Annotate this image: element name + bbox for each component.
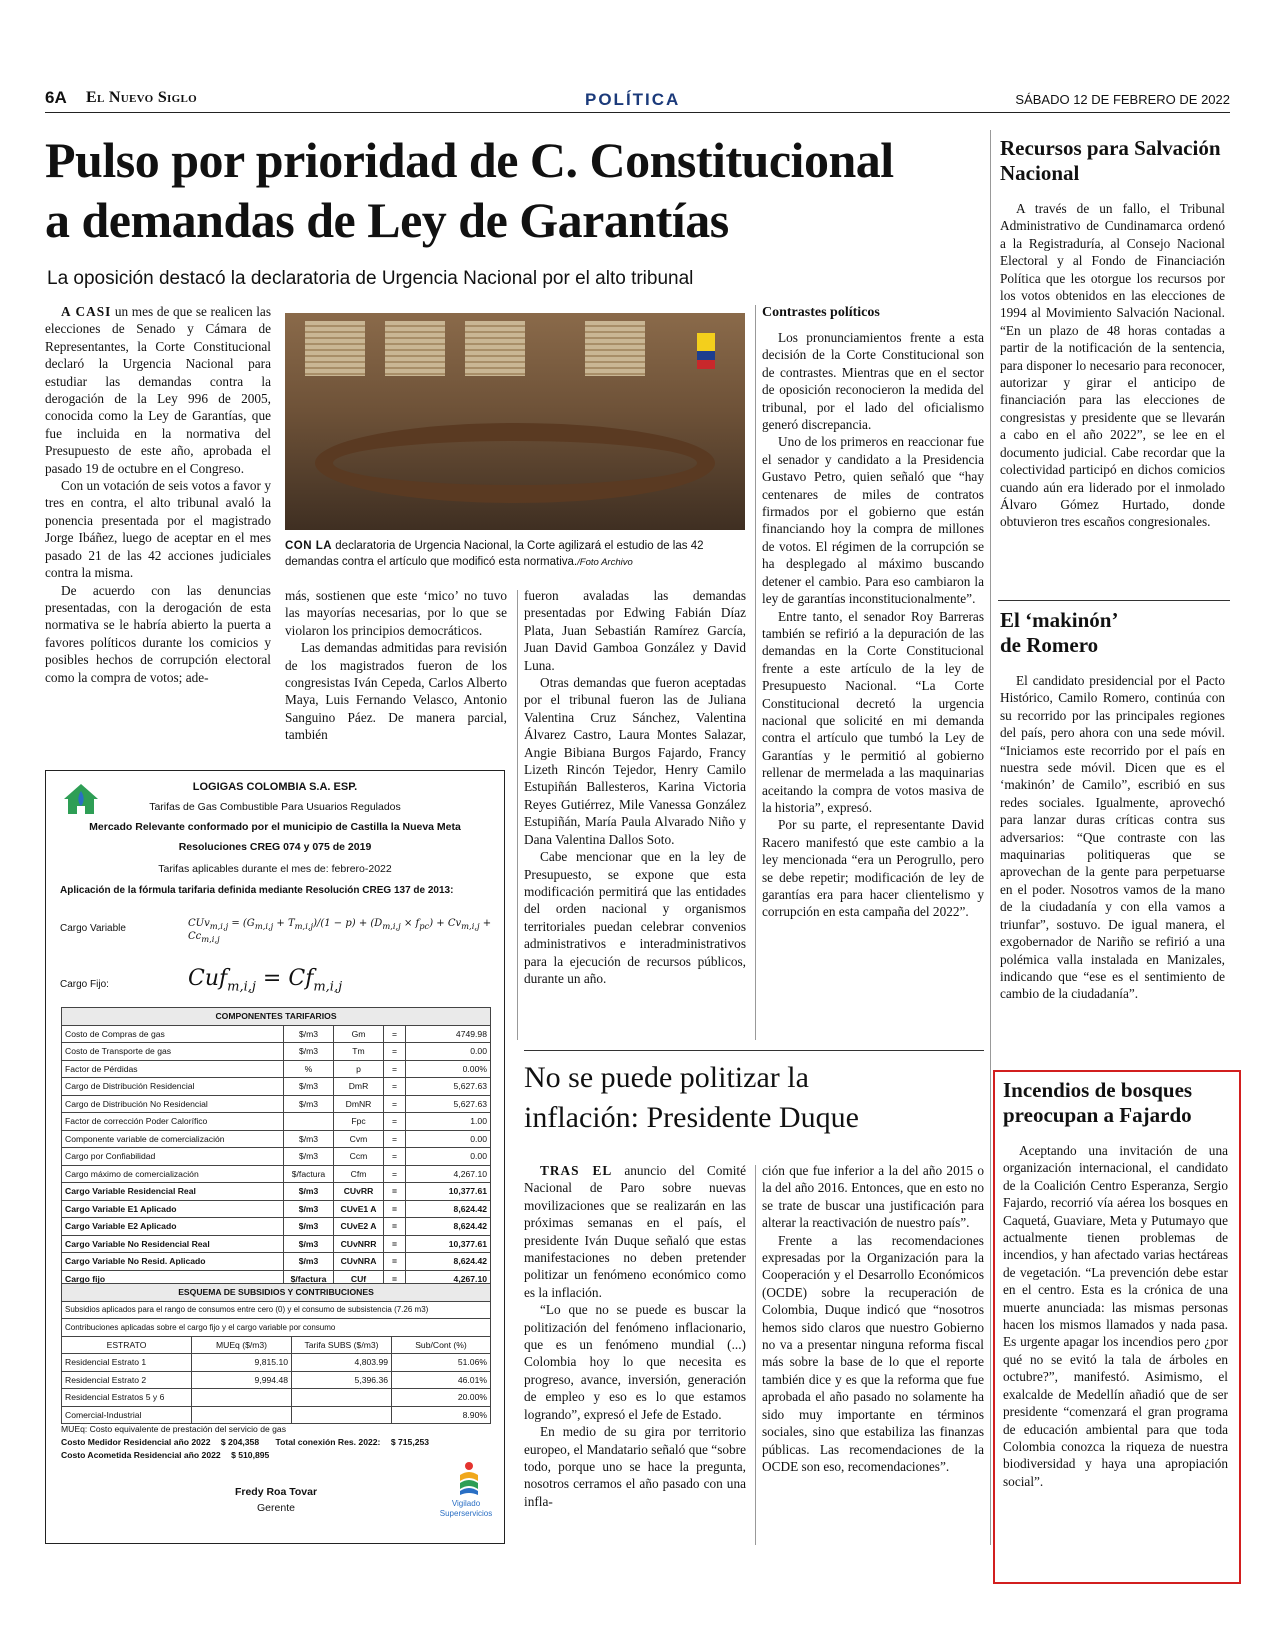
component-eq: = [384, 1270, 406, 1288]
component-row [62, 1183, 491, 1201]
ad-line3: Resoluciones CREG 074 y 075 de 2019 [178, 841, 372, 853]
component-row [62, 1043, 491, 1061]
component-unit: $/m3 [284, 1218, 334, 1236]
photo-window-blind [465, 321, 525, 376]
subsidy-estrato: Residencial Estratos 5 y 6 [62, 1389, 192, 1407]
sidebar-title-incendios: Incendios de bosques preocupan a Fajardo [1003, 1078, 1193, 1127]
main-col2-p2: Las demandas admitidas para revisión de los magistrados fueron de los congresistas Iván Cepeda, Carlos Alberto Maya, Luis Fernando Velasco, Antonio Sanguino Páez. De manera parcial, también [285, 640, 507, 743]
cargo-fijo-label: Cargo Fijo: [60, 979, 109, 990]
second-col1-p1 [524, 1162, 746, 1301]
component-sym: Fpc [334, 1113, 384, 1131]
second-col1-p1-text: anuncio del Comité Nacional de Paro sobre nuevas movilizaciones que se realizarán en las próximas semanas en el país, el presidente Iván Duque señaló que estas manifestaciones no deben pretender politizar un fenómeno económico como es la inflación. [524, 1163, 746, 1300]
ad-line4: Tarifas aplicables durante el mes de: febrero-2022 [158, 863, 392, 875]
component-row [62, 1218, 491, 1236]
acometida-row [61, 1449, 496, 1462]
subsidies-header-cell: Tarifa SUBS ($/m3) [292, 1336, 392, 1354]
component-val: 0.00% [406, 1060, 491, 1078]
component-eq: = [384, 1130, 406, 1148]
component-val: 1.00 [406, 1113, 491, 1131]
component-eq: = [384, 1148, 406, 1166]
main-headline [45, 130, 975, 250]
component-unit: $/m3 [284, 1130, 334, 1148]
subsidies-header-cell: Sub/Cont (%) [392, 1336, 491, 1354]
ad-line2: Mercado Relevante conformado por el municipio de Castilla la Nueva Meta [89, 821, 461, 833]
sidebar-title-makinon [1000, 608, 1225, 658]
component-eq: = [384, 1253, 406, 1271]
subsidy-estrato: Residencial Estrato 1 [62, 1354, 192, 1372]
main-article-col4 [762, 305, 984, 921]
component-sym: p [334, 1060, 384, 1078]
subsidy-estrato: Residencial Estrato 2 [62, 1371, 192, 1389]
issue-date: SÁBADO 12 DE FEBRERO DE 2022 [1015, 92, 1230, 107]
component-sym: DmR [334, 1078, 384, 1096]
photo-caption [285, 538, 745, 571]
vigilado-line2: Superservicios [439, 1509, 493, 1518]
signer-name: Fredy Roa Tovar [234, 1486, 318, 1498]
component-row [62, 1253, 491, 1271]
acometida-label: Costo Acometida Residencial año 2022 [61, 1450, 221, 1460]
component-unit: $/m3 [284, 1025, 334, 1043]
component-val: 0.00 [406, 1148, 491, 1166]
ad-line1: Tarifas de Gas Combustible Para Usuarios Regulados [149, 801, 401, 813]
medidor-row [61, 1436, 496, 1449]
subsidies-table [61, 1283, 491, 1424]
component-name: Factor de Pérdidas [62, 1060, 284, 1078]
subsidy-tarifa: 4,803.99 [292, 1354, 392, 1372]
contrastes-subtitle: Contrastes políticos [762, 305, 880, 320]
component-row [62, 1113, 491, 1131]
component-sym: CUvNRA [334, 1253, 384, 1271]
component-sym: Ccm [334, 1148, 384, 1166]
subsidy-pct: 51.06% [392, 1354, 491, 1372]
component-eq: = [384, 1025, 406, 1043]
main-headline-line1: Pulso por prioridad de C. Constitucional [45, 132, 894, 188]
logigas-tariff-ad [45, 770, 505, 1544]
caption-lead: CON LA [285, 540, 333, 552]
main-col1-p2: Con un votación de seis votos a favor y tres en contra, el alto tribunal avaló la ponencia presentada por el magistrado Jorge Ibáñez, luego de aceptar en el mes pasado 21 de las 42 acciones judiciales contra la misma. [45, 478, 271, 581]
conexion-label: Total conexión Res. 2022: [275, 1437, 381, 1447]
colombia-flag [697, 333, 715, 369]
component-eq: = [384, 1060, 406, 1078]
component-row [62, 1200, 491, 1218]
component-name: Cargo máximo de comercialización [62, 1165, 284, 1183]
component-val: 5,627.63 [406, 1095, 491, 1113]
component-val: 5,627.63 [406, 1078, 491, 1096]
sidebar-divider [998, 600, 1230, 601]
subsidy-pct: 8.90% [392, 1406, 491, 1424]
signer-title: Gerente [257, 1502, 295, 1514]
component-unit [284, 1113, 334, 1131]
subsidy-row [62, 1354, 491, 1372]
ad-line5: Aplicación de la fórmula tarifaria definida mediante Resolución CREG 137 de 2013: [60, 885, 454, 896]
medidor-label: Costo Medidor Residencial año 2022 [61, 1437, 211, 1447]
subsidy-pct: 46.01% [392, 1371, 491, 1389]
main-col4-p1: Los pronunciamientos frente a esta decisión de la Corte Constitucional son de contrastes. Mientras que en el sector de oposición reconocieron la medida del tribunal, por el lado del oficialismo generó discrepancia. [762, 330, 984, 433]
lead-words: TRAS EL [540, 1163, 613, 1178]
component-val: 10,377.61 [406, 1183, 491, 1201]
component-unit: $/factura [284, 1165, 334, 1183]
article-divider [524, 1050, 984, 1051]
component-eq: = [384, 1165, 406, 1183]
caption-credit: /Foto Archivo [577, 557, 633, 568]
caption-text: declaratoria de Urgencia Nacional, la Corte agilizará el estudio de las 42 demandas contra el artículo que modificó esta normativa. [285, 540, 704, 568]
photo-window-blind [585, 321, 645, 376]
sidebar-makinon-title-line2: de Romero [1000, 633, 1099, 657]
subsidies-table-title: ESQUEMA DE SUBSIDIOS Y CONTRIBUCIONES [62, 1284, 491, 1302]
acometida-value: $ 510,895 [231, 1450, 270, 1460]
subsidy-mueq: 9,994.48 [192, 1371, 292, 1389]
component-eq: = [384, 1183, 406, 1201]
main-col1-p1 [45, 303, 271, 477]
component-name: Factor de corrección Poder Calorífico [62, 1113, 284, 1131]
component-name: Costo de Transporte de gas [62, 1043, 284, 1061]
sidebar-article-makinon [1000, 672, 1225, 1003]
component-row [62, 1095, 491, 1113]
component-name: Costo de Compras de gas [62, 1025, 284, 1043]
component-val: 8,624.42 [406, 1200, 491, 1218]
components-table-title: COMPONENTES TARIFARIOS [62, 1008, 491, 1026]
component-row [62, 1165, 491, 1183]
component-name: Cargo por Confiabilidad [62, 1148, 284, 1166]
component-name: Cargo Variable E2 Aplicado [62, 1218, 284, 1236]
second-headline [524, 1058, 984, 1138]
second-col1-p2: “Lo que no se puede es buscar la politización del fenómeno inflacionario, que es un fenómeno mundial (...) Colombia hoy lo que necesita es progreso, avance, inversión, generación de empleo y eso es lo que estamos logrando”, expresó el Jefe de Estado. [524, 1302, 746, 1422]
cargo-variable-label: Cargo Variable [60, 923, 126, 934]
subsidies-header-row [62, 1336, 491, 1354]
sidebar-incendios-p1: Aceptando una invitación de una organización internacional, el candidato de la Coalición Centro Esperanza, Sergio Fajardo, recorrió vía aérea los bosques en Caquetá, Guaviare, Meta y Putumayo que actualmente tienen problemas de incendios, y han afectado varias hectáreas de vegetación. “La prevención debe estar en el centro. Esta es la crónica de una muerte anunciada: las mismas personas hacen los mismos llamados y nada pasa. Es urgente apagar los incendios pero ¿por qué no se evitó la tala de árboles en octubre?”, manifestó. Asimismo, el exalcalde de Medellín añadió que de ser presidente “comenzará el gran programa de educación ambiental para que toda Colombia conozca la riqueza de nuestra biodiversidad y haya una apropiación social”. [1003, 1143, 1228, 1489]
main-col3-p3: Cabe mencionar que en la ley de Presupuesto, se expone que esta modificación permitirá que las entidades del orden nacional y organismos territoriales puedan celebrar convenios administrativos e interadministrativos para la ejecución de recursos públicos, durante un año. [524, 849, 746, 986]
component-sym: DmNR [334, 1095, 384, 1113]
component-sym: CUvRR [334, 1183, 384, 1201]
vigilado-text [426, 1499, 506, 1519]
component-val: 4749.98 [406, 1025, 491, 1043]
subsidy-row [62, 1371, 491, 1389]
second-article-col1 [524, 1162, 746, 1510]
cargo-fijo-formula: $Cuf_{m,i,j} = Cf_{m,i,j}$ [188, 966, 343, 995]
component-eq: = [384, 1235, 406, 1253]
component-val: 0.00 [406, 1130, 491, 1148]
component-name: Cargo Variable Residencial Real [62, 1183, 284, 1201]
component-sym: Gm [334, 1025, 384, 1043]
components-table [61, 1007, 491, 1288]
photo-window-blind [385, 321, 445, 376]
component-eq: = [384, 1113, 406, 1131]
component-name: Cargo Variable No Residencial Real [62, 1235, 284, 1253]
component-unit: $/m3 [284, 1253, 334, 1271]
column-rule [755, 305, 756, 1040]
mueq-note: MUEq: Costo equivalente de prestación del servicio de gas [61, 1424, 286, 1434]
medidor-value: $ 204,358 [220, 1437, 260, 1447]
component-row [62, 1235, 491, 1253]
second-article-col2 [762, 1162, 984, 1475]
component-val: 4,267.10 [406, 1165, 491, 1183]
second-headline-line1: No se puede politizar la [524, 1061, 809, 1094]
main-col4-p2: Uno de los primeros en reaccionar fue el senador y candidato a la Presidencia Gustavo Petro, quien señaló que “hay centenares de miles de contratos firmados por el gobierno que están financiando hoy la compra de millones de votos. El régimen de la corrupción se ha desplegado al máximo buscando detener el cambio. Para eso cambiaron la ley de garantías inconstitucionalmente”. [762, 434, 984, 607]
column-rule [517, 590, 518, 1040]
component-val: 8,624.42 [406, 1218, 491, 1236]
component-eq: = [384, 1078, 406, 1096]
component-name: Cargo de Distribución Residencial [62, 1078, 284, 1096]
second-col2-p1: ción que fue inferior a la del año 2015 o la del año 2016. Entonces, que en esto no se trate de buscar una justificación para alterar la reactivación de nuestro país”. [762, 1163, 984, 1231]
vigilado-line1: Vigilado [451, 1499, 481, 1508]
main-col3-p2: Otras demandas que fueron aceptadas por el tribunal fueron las de Juliana Valentina Cruz Sánchez, Valentina Álvarez Castro, Laura Montes Salazar, Angie Bibiana Burgos Fajardo, Francy Lizeth Rincón Tejedor, Henry Camilo Estupiñán Ballesteros, Karina Victoria Reyes Gutiérrez, Mile Vanessa González Estupiñán, María Paula Alvarado Niño y Dana Valentina Dallos Soto. [524, 675, 746, 847]
subsidy-tarifa: 5,396.36 [292, 1371, 392, 1389]
component-row [62, 1078, 491, 1096]
main-col1-p1-text: un mes de que se realicen las elecciones de Senado y Cámara de Representantes, la Corte Constitucional declaró la Urgencia Nacional para estudiar las demandas contra la derogación de la Ley 996 de 2005, conocida como la Ley de Garantías, que fue incluida en la normativa del Presupuesto de este año, aprobada el pasado 19 de octubre en el Congreso. [45, 304, 271, 476]
subsidies-header-cell: MUEq ($/m3) [192, 1336, 292, 1354]
component-sym: CUf [334, 1270, 384, 1288]
component-unit: $/m3 [284, 1183, 334, 1201]
component-unit: % [284, 1060, 334, 1078]
ad-notes [61, 1423, 496, 1462]
subsidies-note1: Subsidios aplicados para el rango de consumos entre cero (0) y el consumo de subsistencia (7.26 m3) [62, 1301, 491, 1319]
second-headline-line2: inflación: Presidente Duque [524, 1101, 859, 1134]
component-eq: = [384, 1095, 406, 1113]
component-unit: $/m3 [284, 1235, 334, 1253]
photo-round-table [315, 423, 715, 503]
second-col1-p3: En medio de su gira por territorio europeo, el Mandatario señaló que “sobre todo, porque uno se hace la pregunta, nosotros cerramos el año pasado con una infla- [524, 1424, 746, 1509]
main-col3-p1: fueron avaladas las demandas presentadas por Edwing Fabián Díaz Plata, Juan Sebastián Ramírez García, Juan David Gamboa González y David Luna. [524, 588, 746, 673]
sidebar-makinon-title-line1: El ‘makinón’ [1000, 608, 1119, 632]
component-row [62, 1060, 491, 1078]
component-sym: CUvNRR [334, 1235, 384, 1253]
subsidy-pct: 20.00% [392, 1389, 491, 1407]
component-name: Cargo Variable No Resid. Aplicado [62, 1253, 284, 1271]
subsidy-tarifa [292, 1406, 392, 1424]
ad-company: LOGIGAS COLOMBIA S.A. ESP. [192, 781, 358, 793]
main-col2-p1: más, sostienen que este ‘mico’ no tuvo las mayorías necesarias, por lo que se violaron los principios democráticos. [285, 588, 507, 638]
conexion-value: $ 715,253 [390, 1437, 430, 1447]
component-row [62, 1148, 491, 1166]
component-row [62, 1130, 491, 1148]
sidebar-title-salvacion: Recursos para Salvación Nacional [1000, 136, 1221, 185]
component-name: Componente variable de comercialización [62, 1130, 284, 1148]
page-number: 6A [45, 88, 67, 107]
component-row [62, 1025, 491, 1043]
component-sym: CUvE2 A [334, 1218, 384, 1236]
cargo-variable-formula: $CUv_{m,i,j} = (G_{m,i,j} + T_{m,i,j})/(1 - p) + (D_{m,i,j} \times f_{pc}) + Cv_{m,i,j} + Cc_{m,i,j}$ [188, 918, 492, 944]
main-col4-p4: Por su parte, el representante David Racero manifestó que este cambio a la ley mencionada “era un Perogrullo, pero se debe repetir; modificación de ley de garantías era para hacer clientelismo y corrupción en esta campaña del 2022”. [762, 817, 984, 920]
subsidy-estrato: Comercial-Industrial [62, 1406, 192, 1424]
component-sym: Cvm [334, 1130, 384, 1148]
subsidy-mueq: 9,815.10 [192, 1354, 292, 1372]
sidebar-salvacion-p1: A través de un fallo, el Tribunal Administrativo de Cundinamarca ordenó a la Registraduría, al Consejo Nacional Electoral y al Fondo de Financiación Política que les otorgue los recursos por los votos obtenidos en las elecciones de 1994 al Movimiento Salvación Nacional. “En un plazo de 48 horas contadas a partir de la notificación de la sentencia, para disponer lo necesario para reconocer, autorizar y girar el anticipo de financiación para las elecciones de congresistas y presidente que se llevarán a cabo en el año 2022”, se lee en el documento judicial. Cabe recordar que la colectividad participó en dichos comicios cuando aún era liderado por el inmolado Álvaro Gómez Hurtado, donde obtuvieron tres escaños congresionales. [1000, 201, 1225, 530]
lead-words: A CASI [61, 304, 112, 319]
component-name: Cargo de Distribución No Residencial [62, 1095, 284, 1113]
column-rule [990, 130, 991, 1545]
main-subhead: La oposición destacó la declaratoria de Urgencia Nacional por el alto tribunal [47, 268, 694, 289]
component-unit: $/m3 [284, 1200, 334, 1218]
component-val: 8,624.42 [406, 1253, 491, 1271]
component-unit: $/m3 [284, 1148, 334, 1166]
header-rule [45, 112, 1230, 113]
second-col2-p2: Frente a las recomendaciones expresadas por la Organización para la Cooperación y el Desarrollo Económicos (OCDE) sobre la recuperación de Colombia, Duque indicó que “nosotros hemos sido claros que nuestro Gobierno no va a presentar ninguna reforma fiscal más sobre la base de lo que el reporte también dice y es que la reforma que fue aprobada el año pasado no solamente ha sido muy importante en términos sociales, sino que estabiliza las finanzas públicas. Las recomendaciones de la OCDE son eso, recomendaciones”. [762, 1232, 984, 1474]
component-eq: = [384, 1218, 406, 1236]
column-rule [755, 1165, 756, 1545]
component-name: Cargo fijo [62, 1270, 284, 1288]
main-article-col2 [285, 587, 507, 744]
court-session-photo [285, 313, 745, 530]
subsidy-mueq [192, 1406, 292, 1424]
main-col1-p3: De acuerdo con las denuncias presentadas, con la derogación de esta normativa se le habría abierto la puerta a favores políticos durante los comicios y posibles hechos de corrupción electoral como la compra de votos; ade- [45, 582, 271, 685]
subsidy-row [62, 1406, 491, 1424]
highlight-box [993, 1070, 1241, 1584]
component-val: 4,267.10 [406, 1270, 491, 1288]
main-headline-line2: a demandas de Ley de Garantías [45, 192, 729, 248]
main-article-col1 [45, 303, 271, 686]
component-unit: $/factura [284, 1270, 334, 1288]
component-unit: $/m3 [284, 1043, 334, 1061]
component-sym: Tm [334, 1043, 384, 1061]
component-val: 10,377.61 [406, 1235, 491, 1253]
component-sym: Cfm [334, 1165, 384, 1183]
main-col4-p3: Entre tanto, el senador Roy Barreras también se refirió a la depuración de las demandas en la Corte Constitucional frente a este artículo de la ley de Presupuesto Nacional. “La Corte Constitucional decretó la urgencia nacional que solicité en mi demanda contra el artículo que tumbó la Ley de Garantías y le permitió al gobierno rellenar de mermelada a las maquinarias aceitando la compra de votos masiva de la historia”, expresó. [762, 608, 984, 815]
component-unit: $/m3 [284, 1095, 334, 1113]
sidebar-makinon-p1: El candidato presidencial por el Pacto Histórico, Camilo Romero, continúa con su recorrido por las principales regiones del país, pero ahora con una sede móvil. “Iniciamos este recorrido por el país en nuestra sede móvil. Dicen que es el ‘makinón’ de Camilo”, escribió en sus redes sociales. Igualmente, aprovechó para lanzar duras críticas contra sus adversarios: “Que contraste con las maquinarias politiqueras que se aprovechan de la gente para perpetuarse en el poder. Nosotros vamos de la mano de la ciudadanía y con ella vamos a triunfar”, sostuvo. De igual manera, el exgobernador de Nariño se refirió a una polémica valla instalada en Manizales, indicando que “ese es el sentimiento de cambio de la ciudadanía”. [1000, 673, 1225, 1002]
subsidies-header-cell: ESTRATO [62, 1336, 192, 1354]
component-eq: = [384, 1043, 406, 1061]
main-article-col3 [524, 587, 746, 987]
component-val: 0.00 [406, 1043, 491, 1061]
component-unit: $/m3 [284, 1078, 334, 1096]
newspaper-name: El Nuevo Siglo [86, 89, 197, 106]
subsidy-row [62, 1389, 491, 1407]
superservicios-logo-icon [454, 1461, 484, 1497]
subsidies-note2: Contribuciones aplicadas sobre el cargo fijo y el cargo variable por consumo [62, 1319, 491, 1337]
section-name: POLÍTICA [585, 90, 681, 109]
photo-window-blind [305, 321, 365, 376]
component-name: Cargo Variable E1 Aplicado [62, 1200, 284, 1218]
component-sym: CUvE1 A [334, 1200, 384, 1218]
subsidy-tarifa [292, 1389, 392, 1407]
subsidy-mueq [192, 1389, 292, 1407]
sidebar-article-salvacion [1000, 200, 1225, 531]
component-eq: = [384, 1200, 406, 1218]
